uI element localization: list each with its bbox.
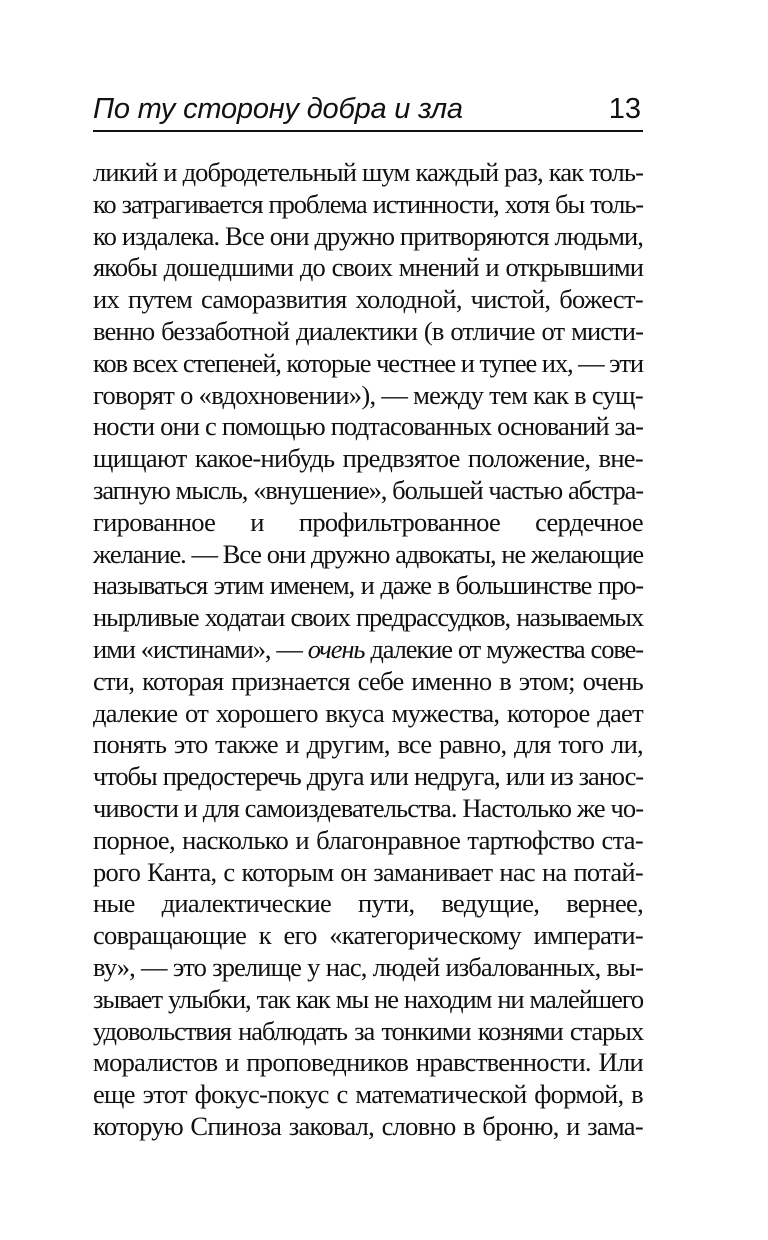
emphasized-word: очень — [307, 633, 365, 664]
running-head-title: По ту сторону добра и зла — [93, 93, 463, 125]
text-line: моралистов и проповедников нравственности. Или — [93, 1047, 643, 1078]
page-number: 13 — [608, 93, 641, 125]
text-line: рого Канта, с которым он заманивает нас на потай- — [93, 856, 643, 887]
text-line: удовольствия наблюдать за тонкими кознями старых — [93, 1015, 643, 1046]
text-line: говорят о «вдохновении»), — между тем как в сущ- — [93, 379, 643, 410]
text-line: чтобы предостеречь друга или недруга, или из занос- — [93, 761, 643, 792]
text-line: нырливые ходатаи своих предрассудков, называемых — [93, 602, 643, 633]
text-segment: далекие от мужества сове- — [364, 633, 643, 664]
text-line: называться этим именем, и даже в большинстве про- — [93, 570, 643, 601]
text-line: ко издалека. Все они дружно притворяются людьми, — [93, 220, 643, 251]
text-segment: ими «истинами», — — [93, 633, 308, 664]
body-text — [93, 157, 643, 1143]
text-line: порное, насколько и благонравное тартюфство ста- — [93, 824, 643, 855]
text-line: венно беззаботной диалектики (в отличие от мисти- — [93, 315, 643, 346]
text-line: ков всех степеней, которые честнее и тупее их, — эти — [93, 347, 643, 378]
text-line: ные диалектические пути, ведущие, вернее, — [93, 888, 643, 919]
text-line: ко затрагивается проблема истинности, хотя бы толь- — [93, 188, 643, 219]
running-header — [93, 92, 643, 132]
text-line: которую Спиноза заковал, словно в броню, и зама- — [93, 1110, 643, 1141]
text-line: далекие от хорошего вкуса мужества, которое дает — [93, 697, 643, 728]
text-line: ву», — это зрелище у нас, людей избалованных, вы- — [93, 951, 643, 982]
text-line: их путем саморазвития холодной, чистой, божест- — [93, 284, 643, 315]
text-line: понять это также и другим, все равно, для того ли, — [93, 729, 643, 760]
text-line: желание. — Все они дружно адвокаты, не желающие — [93, 538, 643, 569]
text-line: сти, которая признается себе именно в этом; очень — [93, 665, 643, 696]
text-line: якобы дошедшими до своих мнений и открывшими — [93, 252, 643, 283]
text-line: чивости и для самоиздевательства. Настолько же чо- — [93, 792, 644, 823]
text-line-with-emphasis — [93, 634, 643, 666]
text-line: еще этот фокус-покус с математической формой, в — [93, 1079, 643, 1110]
text-line: совращающие к его «категорическому императи- — [93, 920, 643, 951]
header-rule — [93, 130, 643, 132]
text-line: зывает улыбки, так как мы не находим ни малейшего — [93, 983, 643, 1014]
text-line: ликий и добродетельный шум каждый раз, как толь- — [93, 157, 643, 187]
text-line: ности они с помощью подтасованных оснований за- — [93, 411, 643, 442]
text-line: щищают какое-нибудь предвзятое положение, вне- — [93, 443, 643, 474]
text-line: запную мысль, «внушение», большей частью абстра- — [93, 474, 643, 505]
text-line: гированное и профильтрованное сердечное — [93, 506, 643, 537]
